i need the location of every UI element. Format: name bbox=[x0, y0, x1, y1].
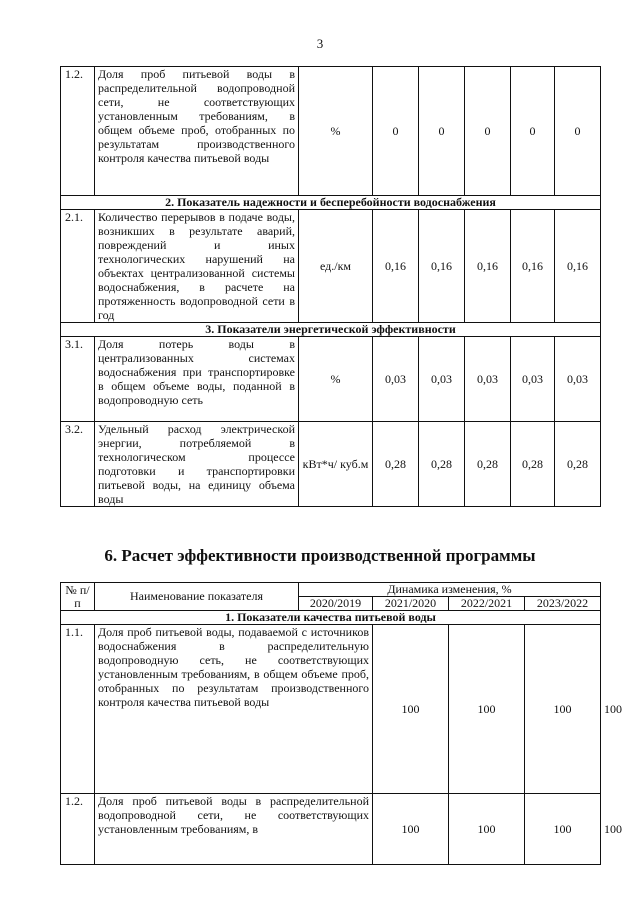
row-number: 1.1. bbox=[61, 625, 95, 794]
value-cell: 0 bbox=[419, 67, 465, 196]
header-year: 2023/2022 bbox=[525, 597, 601, 611]
header-num: № п/п bbox=[61, 583, 95, 611]
value-cell: 0,28 bbox=[465, 422, 511, 507]
indicator-text: Количество перерывов в подаче воды, возникших в результате аварий, повреждений и иных технологических нарушений на объектах централизованной системы водоснабжения, в расчете на протяженность водопроводной сети в год bbox=[98, 210, 295, 322]
indicator-text: Доля проб питьевой воды в распределительной водопроводной сети, не соответствующих установленным требованиям, в общем объеме проб, отобранных по результатам производственного контроля качества питьевой воды bbox=[98, 67, 295, 165]
table-row bbox=[61, 422, 601, 507]
row-number: 1.2. bbox=[61, 67, 95, 196]
value-cell: 0,16 bbox=[465, 210, 511, 323]
indicators-table bbox=[60, 66, 601, 507]
indicator-text: Удельный расход электрической энергии, потребляемой в технологическом процессе подготовки и транспортировки питьевой воды, на единицу объема воды bbox=[98, 422, 295, 506]
indicator-name bbox=[95, 625, 373, 794]
value-cell: 100 bbox=[449, 794, 525, 865]
value-cell: 100 bbox=[373, 625, 449, 794]
unit-cell: кВт*ч/ куб.м bbox=[299, 422, 373, 507]
indicator-name bbox=[95, 422, 299, 507]
row-number: 3.1. bbox=[61, 337, 95, 422]
indicator-name bbox=[95, 794, 373, 865]
value-cell: 0,28 bbox=[373, 422, 419, 507]
table-row: 1.2. Доля проб питьевой воды в распределительной водопроводной сети, не соответствующих установленным требованиям, в 100 100 100 100 bbox=[61, 794, 601, 865]
value-cell: 0,16 bbox=[511, 210, 555, 323]
value-cell: 0 bbox=[511, 67, 555, 196]
value-cell: 0 bbox=[555, 67, 601, 196]
value-cell: 0,03 bbox=[555, 337, 601, 422]
section-heading: 1. Показатели качества питьевой воды bbox=[61, 611, 601, 625]
value-cell: 0,28 bbox=[419, 422, 465, 507]
value-cell: 100 bbox=[373, 794, 449, 865]
value-cell: 100 bbox=[525, 625, 601, 794]
row-number: 1.2. bbox=[61, 794, 95, 865]
efficiency-table bbox=[60, 582, 622, 865]
unit-cell: ед./км bbox=[299, 210, 373, 323]
page-number: 3 bbox=[316, 36, 324, 51]
value-cell: 0,28 bbox=[555, 422, 601, 507]
value-cell: 0,03 bbox=[373, 337, 419, 422]
header-name: Наименование показателя bbox=[95, 583, 299, 611]
value-cell: 0 bbox=[465, 67, 511, 196]
value-cell: 0,03 bbox=[465, 337, 511, 422]
section-6-title: 6. Расчет эффективности производственной программы bbox=[104, 546, 536, 565]
table-row bbox=[61, 210, 601, 323]
value-cell: 100 bbox=[525, 794, 601, 865]
value-cell: 0,28 bbox=[511, 422, 555, 507]
section-row bbox=[61, 196, 601, 210]
indicator-name bbox=[95, 210, 299, 323]
table-row: 1.1. Доля проб питьевой воды, подаваемой с источников водоснабжения в распределительную водопроводную сеть, не соответствующих установленным требованиям, в общем объеме проб, отобранных по результатам производственного контроля качества питьевой воды 100 100 100 100 bbox=[61, 625, 601, 794]
header-year: 2021/2020 bbox=[373, 597, 449, 611]
indicator-name bbox=[95, 67, 299, 196]
section-row bbox=[61, 323, 601, 337]
table-row bbox=[61, 337, 601, 422]
value-cell: 0,16 bbox=[373, 210, 419, 323]
value-cell: 0,03 bbox=[419, 337, 465, 422]
section-row bbox=[61, 611, 601, 625]
value-cell: 100 bbox=[449, 625, 525, 794]
indicator-text: Доля проб питьевой воды, подаваемой с источников водоснабжения в распределительную водопроводную сеть, не соответствующих установленным требованиям, в общем объеме проб, отобранных по результатам производственного контроля качества питьевой воды bbox=[98, 625, 369, 709]
unit-cell: % bbox=[299, 337, 373, 422]
section-heading: 2. Показатель надежности и бесперебойности водоснабжения bbox=[61, 196, 601, 210]
indicator-text: Доля потерь воды в централизованных системах водоснабжения при транспортировке в общем объеме воды, поданной в водопроводную сеть bbox=[98, 337, 295, 407]
table-row bbox=[61, 67, 601, 196]
value-cell: 0,16 bbox=[555, 210, 601, 323]
value-cell: 0,03 bbox=[511, 337, 555, 422]
indicator-name bbox=[95, 337, 299, 422]
unit-cell: % bbox=[299, 67, 373, 196]
row-number: 2.1. bbox=[61, 210, 95, 323]
header-year: 2020/2019 bbox=[299, 597, 373, 611]
indicator-text: Доля проб питьевой воды в распределительной водопроводной сети, не соответствующих установленным требованиям, в bbox=[98, 794, 369, 836]
header-dynamics: Динамика изменения, % bbox=[299, 583, 601, 597]
section-heading: 3. Показатели энергетической эффективности bbox=[61, 323, 601, 337]
value-cell: 0,16 bbox=[419, 210, 465, 323]
value-cell: 0 bbox=[373, 67, 419, 196]
header-year: 2022/2021 bbox=[449, 597, 525, 611]
row-number: 3.2. bbox=[61, 422, 95, 507]
table-header-row bbox=[61, 583, 601, 597]
